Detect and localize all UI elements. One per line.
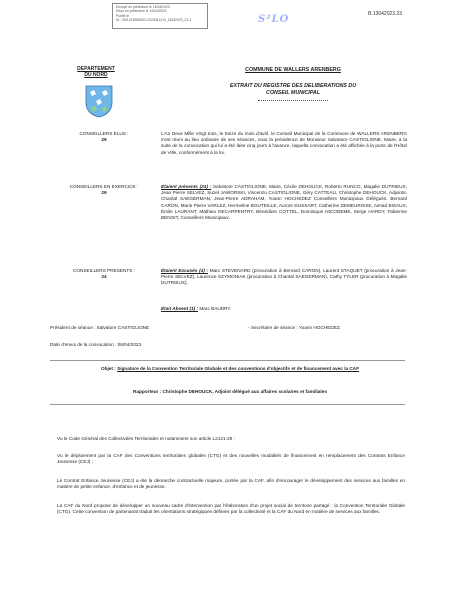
- reference-number: B.13042023.23: [368, 11, 402, 17]
- absent-heading: Était Absent (1) :: [161, 306, 199, 311]
- extract-line2: CONSEIL MUNICIPAL: [266, 90, 320, 96]
- divider-top: [50, 360, 405, 361]
- extract-title: [183, 83, 403, 101]
- absent-list: Marc BAUDRY.: [198, 306, 232, 311]
- presents-heading: Étaient présents (24) :: [161, 184, 212, 189]
- presents-label: CONSEILLERS PRESENTS :: [73, 268, 135, 273]
- presents-list: Salvatore CASTIGLIONE, Maire, Cécile DEHOUCK, Roberto RUNCO, Magalie DUTRIEUX, Jean Pierre SELVEZ, Suzel JAWORSKI, Vincenzo CASTIGLIONE, Géry CATTEAU, Christophe DEHOUCK, Adjoints. Chantal SAEGERMAN, Jean-Pierre ADRAHAM, Yoann HOCHEDEZ Conseillers Municipaux Délégués. Bernard CARON, Marie Pierre VARLEZ, Hermeline BOUTEILLE, Aurore DUSSART, Catherine DEMEURISSE, Aimad BISAUX, Émile LAURANT, Mathieu DECARPENTRY, Bénédicte COTTEL, Dominique NICODEME, Serge HARDY, Fabienne BENOIT, Conseillers Municipaux.: [161, 184, 407, 221]
- objet-prefix: Objet :: [100, 366, 118, 371]
- president-line: Président de séance : Salvatore CASTIGLIONE: [50, 325, 150, 330]
- commune-title: COMMUNE DE WALLERS ARENBERG: [245, 67, 341, 73]
- secretary-line: - Secrétaire de séance : Yoann HOCHEDEZ.: [248, 325, 342, 330]
- divider-bottom: [50, 404, 405, 405]
- paragraph-cgct: Vu le Code Général des Collectivités Territoriales et notamment son article L2121-29 ;: [57, 436, 235, 441]
- title-underline: [258, 97, 328, 101]
- excuses-list: Marc STEVENARD (procuration à Bernard CARON), Laurent STAQUET (procuration à Jean-Pierre SELVEZ), Laurence SZYMONIAK (procuration à Chantal SAEGERMAN), Cathy TYLER (procuration à Magalie DUTRIEUX).: [161, 268, 407, 286]
- stamp-line: Envoyé en préfecture le 14/04/2023: [116, 5, 170, 9]
- convocation-date: Date d'envoi de la convocation : 06/04/2023.: [50, 342, 143, 347]
- coat-of-arms-icon: [84, 84, 114, 118]
- exercice-label-block: [54, 184, 154, 196]
- presents-paragraph: [161, 184, 407, 221]
- paragraph-caf: La CAF du Nord propose de développer un nouveau cadre d'intervention par l'élaboration d'un projet social de territoire partagé : la Convention Territoriale Globale (CTG). Cette convention de partenariat traduit les orientations stratégiques définies par la collectivité et la CAF du Nord en matière de services aux familles.: [57, 503, 405, 515]
- excuses-heading: Étaient Excusés (4) :: [161, 268, 209, 273]
- department-heading: [60, 66, 132, 78]
- department-line1: DEPARTEMENT: [77, 66, 115, 72]
- prefecture-stamp: [112, 3, 208, 29]
- paragraph-cej: Le Contrat Enfance Jeunesse (CEJ) a été la démarche contractuelle majeure, portée par la CAF, afin d'encourager le développement des services aux familles en matière de petite enfance, d'enfance et de jeunesse.: [57, 478, 405, 490]
- presents-label-block: [54, 268, 154, 280]
- handwritten-mark: S²LO: [258, 14, 290, 25]
- convocation-paragraph: L'An Deux Mille Vingt trois, le treize du mois d'avril, le Conseil Municipal de la Commune de WALLERS ARENBERG s'est réuni au lieu ordinaire de ses séances, sous la présidence de Monsieur Salvatore CASTIGLIONE, Maire, à la suite de la convocation qui lui a été faite cinq jours à l'avance, laquelle convocation a été affichée à la porte de l'Hôtel de Ville, conformément à la loi.: [161, 131, 407, 155]
- department-line2: DU NORD: [84, 72, 108, 78]
- exercice-count: 29: [101, 190, 107, 195]
- excuses-paragraph: [161, 268, 407, 287]
- objet-title: Signature de la Convention Territoriale Globale et des conventions d'objectifs et de financement avec la CAF: [117, 366, 360, 371]
- stamp-line: Reçu en préfecture le 14/04/2023: [116, 9, 167, 14]
- elus-label-block: [54, 131, 154, 143]
- paragraph-ctg: Vu le déploiement par la CAF des Conventions territoriales globales (CTG) et des nouvelles modalités de financement en remplacement des Contrats Enfance Jeunesse (CEJ) ;: [57, 453, 405, 465]
- stamp-line: Publié le: [116, 13, 130, 18]
- elus-label: CONSEILLERS ELUS :: [79, 131, 129, 136]
- extract-line1: EXTRAIT DU REGISTRE DES DELIBERATIONS DU: [229, 83, 357, 89]
- presents-count: 24: [101, 274, 107, 279]
- elus-count: 29: [101, 137, 107, 142]
- absent-paragraph: [161, 306, 407, 312]
- objet-block: [70, 366, 390, 372]
- exercice-label: CONSEILLERS EN EXERCICE :: [69, 184, 139, 189]
- rapporteur-line: Rapporteur : Christophe DEHOUCK, Adjoint délégué aux affaires scolaires et familiales: [133, 389, 327, 394]
- stamp-line: ID : 059-215906303-20230413-B_13042023_23-1: [116, 17, 192, 22]
